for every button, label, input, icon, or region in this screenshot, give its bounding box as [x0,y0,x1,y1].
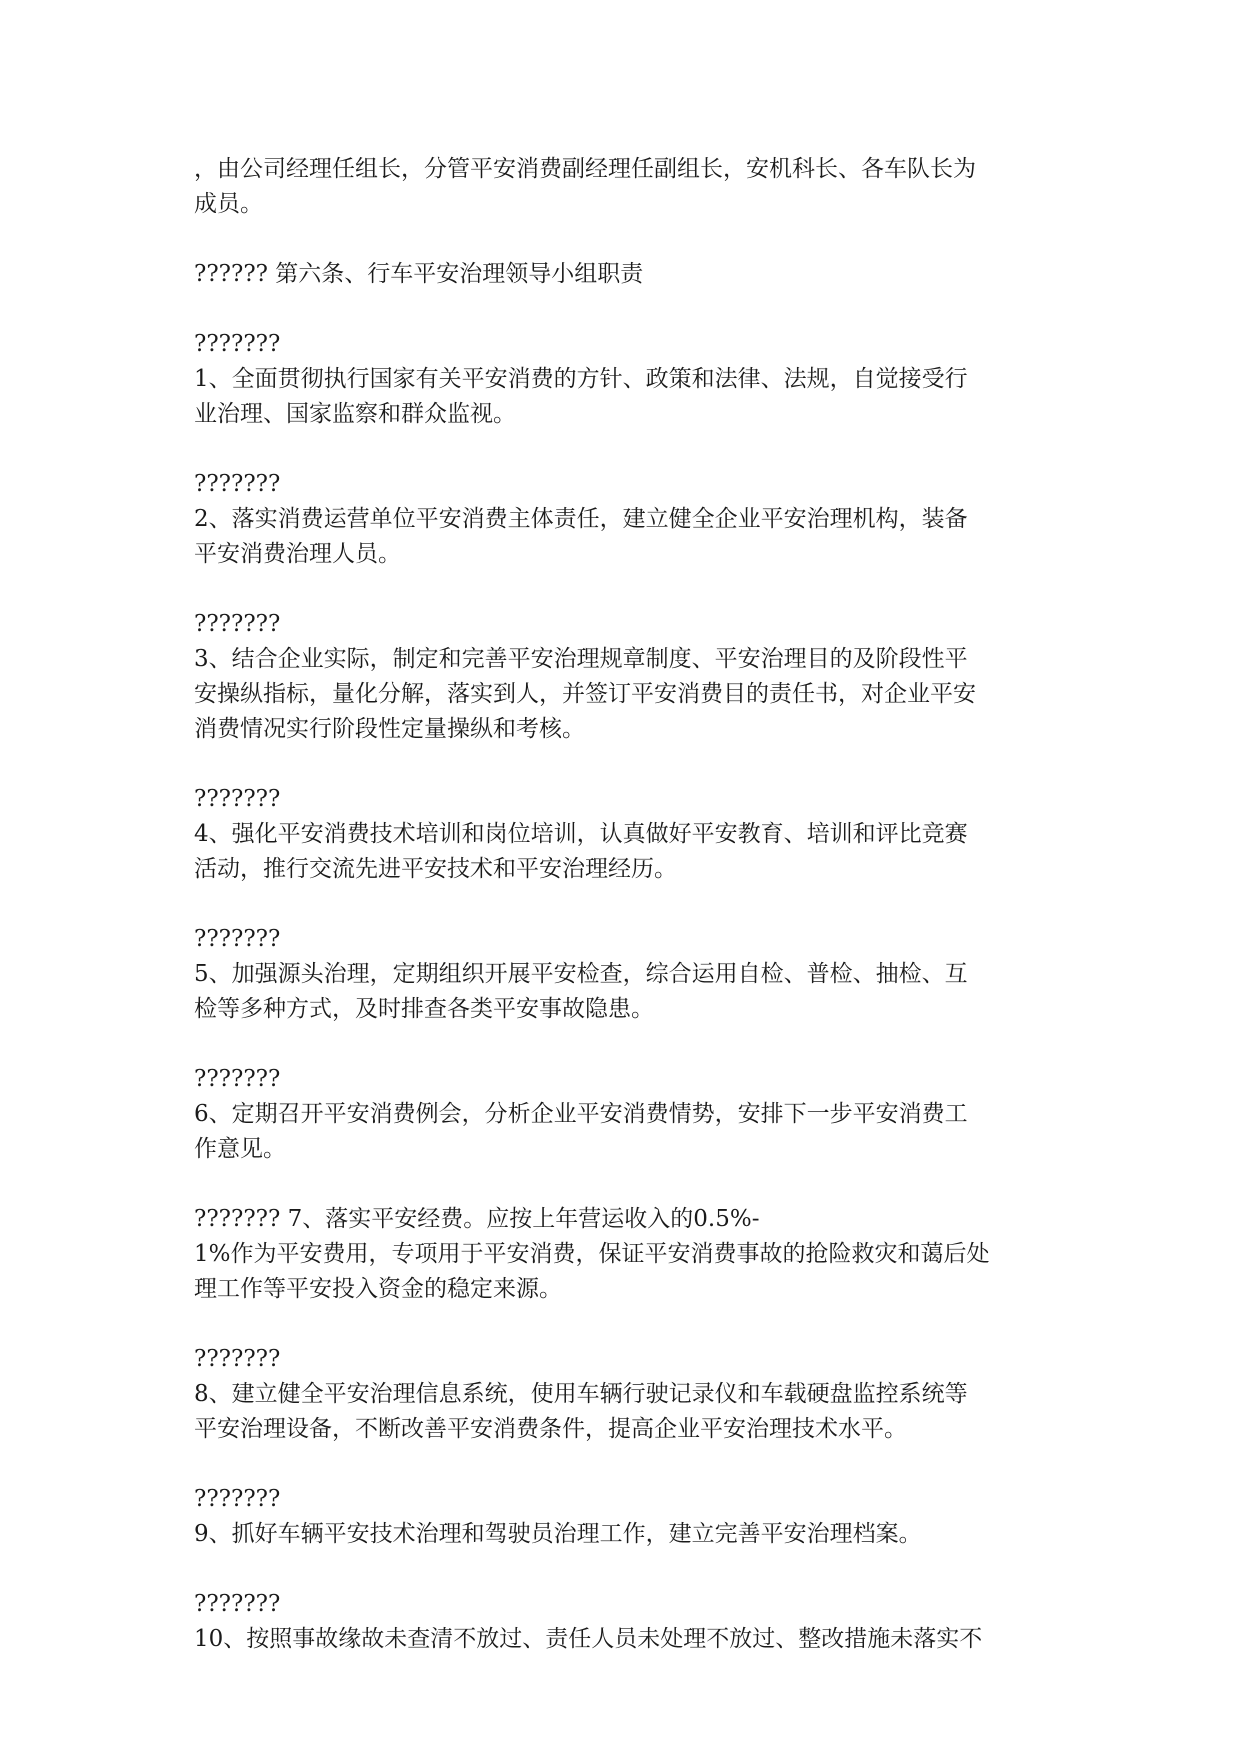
paragraph [194,782,1074,887]
text-line: ，由公司经理任组长，分管平安消费副经理任副组长，安机科长、各车队长为 [194,156,976,182]
text-line: 业治理、国家监察和群众监视。 [194,401,516,427]
paragraph [194,922,1074,1027]
text-line: ?????? 第六条、行车平安治理领导小组职责 [194,261,644,287]
text-line: 平安消费治理人员。 [194,541,401,567]
text-line: 10、按照事故缘故未查清不放过、责任人员未处理不放过、整改措施未落实不 [194,1626,983,1652]
paragraph [194,257,1074,292]
text-line: 平安治理设备，不断改善平安消费条件，提高企业平安治理技术水平。 [194,1416,907,1442]
text-line: 5、加强源头治理，定期组织开展平安检查，综合运用自检、普检、抽检、互 [194,961,968,987]
text-line: 理工作等平安投入资金的稳定来源。 [194,1276,562,1302]
text-line: 成员。 [194,191,263,217]
text-line: 9、抓好车辆平安技术治理和驾驶员治理工作，建立完善平安治理档案。 [194,1521,922,1547]
text-line: 检等多种方式，及时排查各类平安事故隐患。 [194,996,654,1022]
text-line: ??????? [194,611,281,637]
text-line: ??????? [194,1591,281,1617]
text-line: ??????? [194,1346,281,1372]
paragraph [194,1062,1074,1167]
paragraph [194,327,1074,432]
paragraph [194,607,1074,747]
text-line: ??????? [194,1486,281,1512]
document-body [194,152,1074,1692]
text-line: 8、建立健全平安治理信息系统，使用车辆行驶记录仪和车载硬盘监控系统等 [194,1381,968,1407]
text-line: 1%作为平安费用，专项用于平安消费，保证平安消费事故的抢险救灾和蔼后处 [194,1241,990,1267]
text-line: 2、落实消费运营单位平安消费主体责任，建立健全企业平安治理机构，装备 [194,506,968,532]
paragraph [194,1587,1074,1657]
text-line: ??????? [194,926,281,952]
paragraph [194,467,1074,572]
text-line: 消费情况实行阶段性定量操纵和考核。 [194,716,585,742]
text-line: ??????? [194,786,281,812]
paragraph [194,1342,1074,1447]
text-line: ??????? [194,1066,281,1092]
text-line: 作意见。 [194,1136,286,1162]
paragraph [194,1482,1074,1552]
text-line: ??????? [194,331,281,357]
text-line: 3、结合企业实际，制定和完善平安治理规章制度、平安治理目的及阶段性平 [194,646,968,672]
paragraph [194,1202,1074,1307]
paragraph [194,152,1074,222]
text-line: ??????? 7、落实平安经费。应按上年营运收入的0.5%- [194,1206,760,1232]
text-line: 活动，推行交流先进平安技术和平安治理经历。 [194,856,677,882]
text-line: 安操纵指标，量化分解，落实到人，并签订平安消费目的责任书，对企业平安 [194,681,976,707]
text-line: 6、定期召开平安消费例会，分析企业平安消费情势，安排下一步平安消费工 [194,1101,968,1127]
text-line: 4、强化平安消费技术培训和岗位培训，认真做好平安教育、培训和评比竞赛 [194,821,968,847]
text-line: ??????? [194,471,281,497]
text-line: 1、全面贯彻执行国家有关平安消费的方针、政策和法律、法规，自觉接受行 [194,366,968,392]
